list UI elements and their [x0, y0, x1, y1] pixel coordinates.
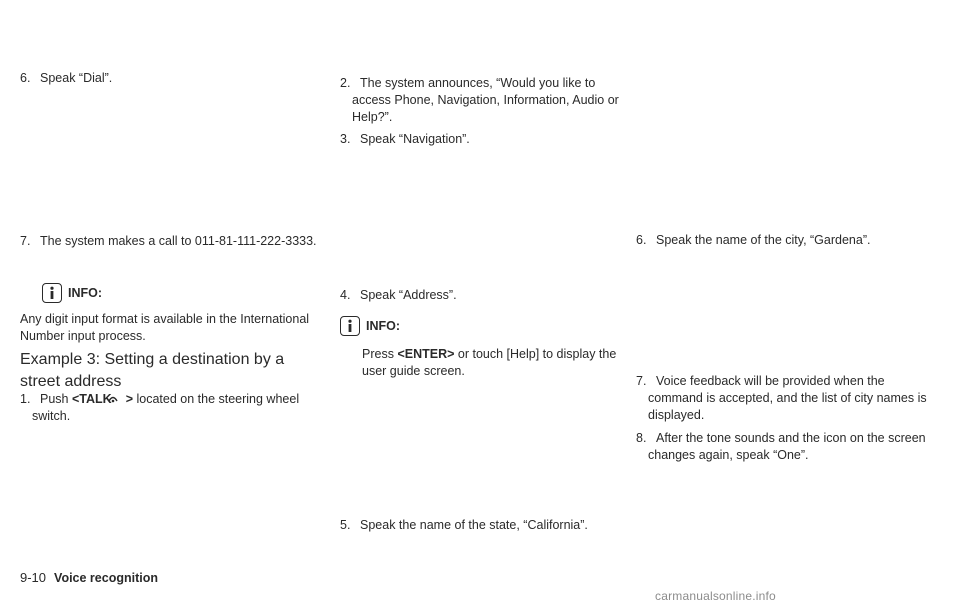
step-7-call: 7. The system makes a call to 011-81-111-222-3333.	[20, 234, 317, 248]
info-icon	[340, 316, 360, 336]
step-2-announcement: 2. The system announces, “Would you like to access Phone, Navigation, Information, Audio or Help?”.	[340, 76, 619, 124]
talk-switch-icon	[112, 391, 126, 408]
step-1-push-talk: 1. Push <TALK > located on the steering wheel switch.	[20, 392, 300, 423]
info-header-2: INFO:	[340, 316, 400, 336]
step-4-address: 4. Speak “Address”.	[340, 288, 457, 302]
step-7-feedback: 7. Voice feedback will be provided when the command is accepted, and the list of city names is displayed.	[636, 374, 927, 422]
info-icon	[42, 283, 62, 303]
step-8-tone: 8. After the tone sounds and the icon on the screen changes again, speak “One”.	[636, 431, 926, 462]
step-6-city: 6. Speak the name of the city, “Gardena”.	[636, 233, 871, 247]
step-5-state: 5. Speak the name of the state, “California”.	[340, 518, 588, 532]
info-text: Any digit input format is available in the International Number input process.	[20, 312, 310, 343]
step-3-navigation: 3. Speak “Navigation”.	[340, 132, 470, 146]
step-6-dial: 6. Speak “Dial”.	[20, 71, 113, 85]
footer-title: Voice recognition	[54, 571, 158, 585]
watermark: carmanualsonline.info	[655, 589, 776, 603]
section-heading: Example 3: Setting a destination by a street address	[20, 351, 285, 390]
page-number: 9-10	[20, 570, 47, 585]
page-footer	[20, 569, 158, 587]
info-text-2: Press <ENTER> or touch [Help] to display the user guide screen.	[362, 347, 617, 378]
info-header: INFO:	[42, 283, 102, 303]
